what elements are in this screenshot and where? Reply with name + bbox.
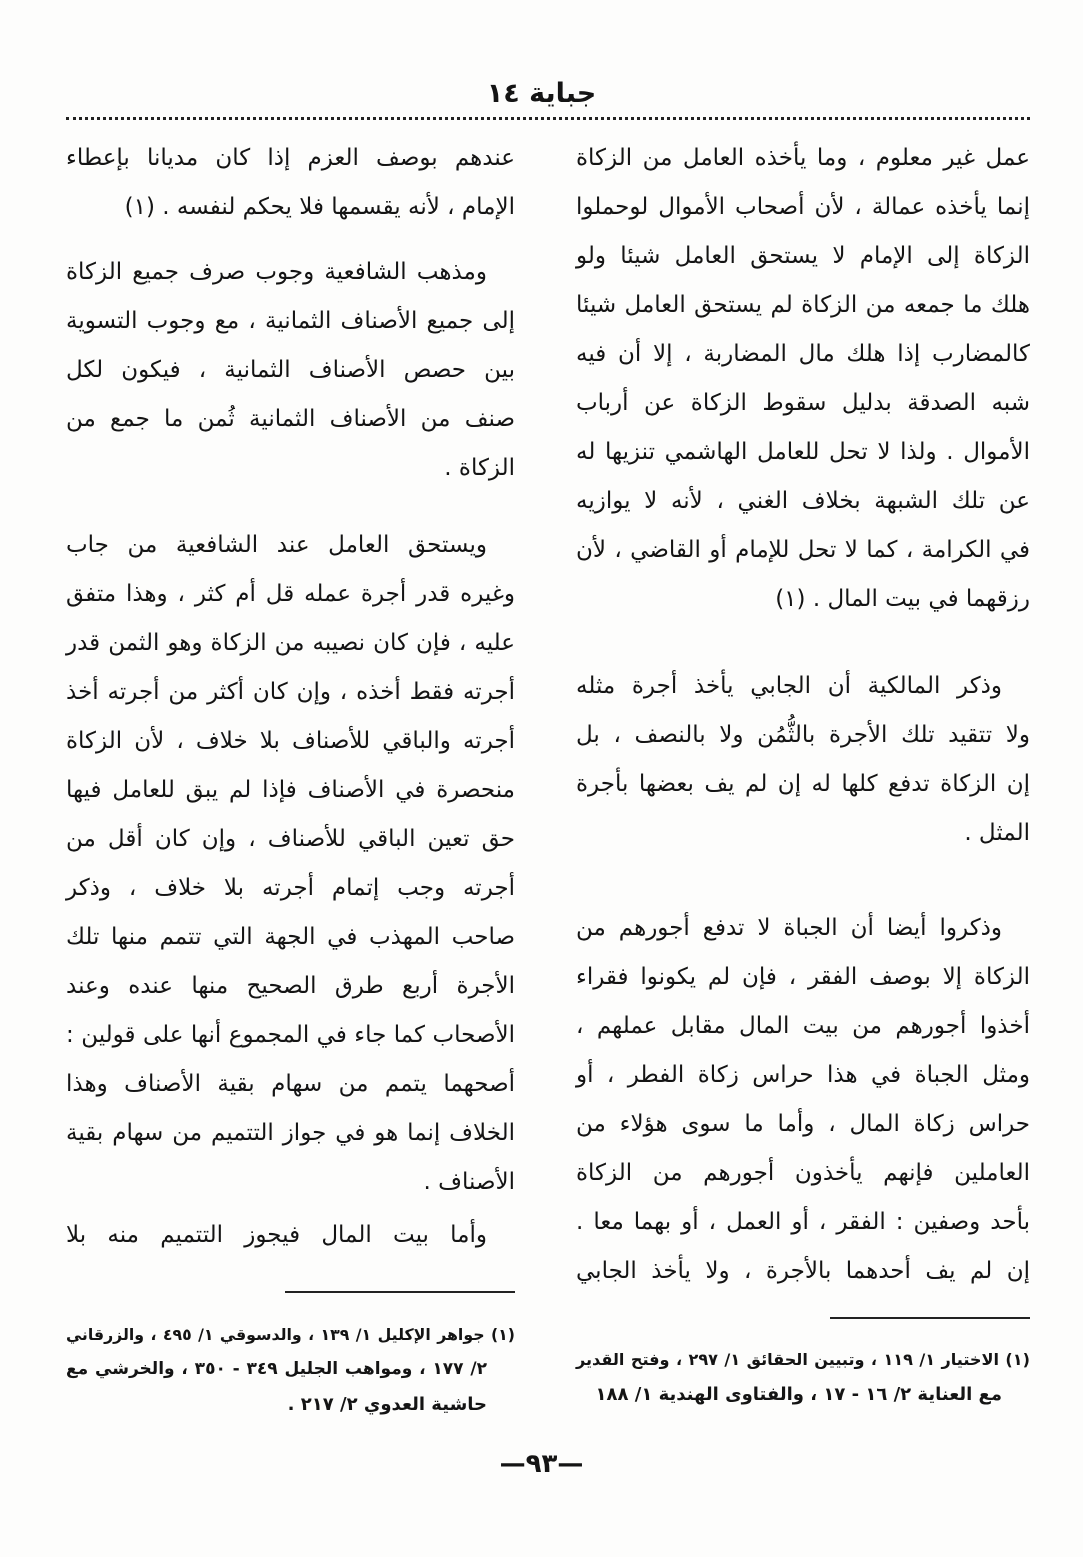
running-header-title: جباية ١٤ — [486, 78, 597, 109]
text-line: صنف من الأصناف الثمانية ثُمن ما جمع من — [66, 406, 515, 432]
text-line: ومذهب الشافعية وجوب صرف جميع الزكاة — [66, 259, 487, 285]
text-line: حق تعين الباقي للأصناف ، وإن كان أقل من — [66, 826, 515, 852]
text-line: إن الزكاة تدفع كلها له إن لم يف بعضها بأجرة — [576, 771, 1030, 797]
text-line: بين حصص الأصناف الثمانية ، فيكون لكل — [66, 357, 515, 383]
text-line: وأما بيت المال فيجوز التتميم منه بلا — [66, 1222, 487, 1248]
text-line: أجرته وجب إتمام أجرته بلا خلاف ، وذكر — [66, 875, 515, 901]
text-line: العاملين فإنهم يأخذون أجورهم من الزكاة — [576, 1160, 1030, 1186]
right-column-paragraph-2 — [576, 662, 1030, 858]
text-line: المثل . — [964, 820, 1030, 846]
right-footnote-rule — [830, 1317, 1030, 1319]
text-line: هلك ما جمعه من الزكاة لم يستحق العامل شيئا — [576, 292, 1030, 318]
text-line: الأصحاب كما جاء في المجموع أنها على قولين : — [66, 1022, 515, 1048]
text-line: منحصرة في الأصناف فإذا لم يبق للعامل فيها — [66, 777, 515, 803]
text-line: الإمام ، لأنه يقسمها فلا يحكم لنفسه . (١) — [124, 194, 515, 220]
text-line: الأجرة أربع طرق الصحيح منها عنده وعند — [66, 973, 515, 999]
text-line: رزقهما في بيت المال . (١) — [775, 586, 1030, 612]
text-line: بأحد وصفين : الفقر ، أو العمل ، أو بهما معا . — [576, 1209, 1030, 1235]
footnote-line: ٢/ ١٧٧ ، ومواهب الجليل ٣٤٩ - ٣٥٠ ، والخرشي مع — [66, 1359, 487, 1379]
right-column-paragraph-3 — [576, 904, 1030, 1296]
page-number: —٩٣— — [499, 1449, 584, 1479]
text-line: عليه ، فإن كان نصيبه من الزكاة وهو الثمن قدر — [66, 630, 515, 656]
text-line: أجرته والباقي للأصناف بلا خلاف ، لأن الزكاة — [66, 728, 515, 754]
text-line: الزكاة . — [444, 455, 515, 481]
text-line: عمل غير معلوم ، وما يأخذه العامل من الزكاة — [576, 145, 1030, 171]
left-column-paragraph-2 — [66, 248, 515, 493]
left-column-paragraph-3 — [66, 521, 515, 1207]
left-column-footnote — [66, 1317, 515, 1422]
left-column-paragraph-1 — [66, 134, 515, 232]
text-line: حراس زكاة المال ، وأما ما سوى هؤلاء من — [576, 1111, 1030, 1137]
right-column-paragraph-1 — [576, 134, 1030, 624]
text-line: وغيره قدر أجرة عمله قل أم كثر ، وهذا متفق — [66, 581, 515, 607]
text-line: عندهم بوصف العزم إذا كان مديانا بإعطاء — [66, 145, 515, 171]
text-line: ولا تتقيد تلك الأجرة بالثُّمُن ولا بالنصف ، بل — [576, 722, 1030, 748]
text-line: في الكرامة ، كما لا تحل للإمام أو القاضي ، لأن — [576, 537, 1030, 563]
text-line: أخذوا أجورهم من بيت المال مقابل عملهم ، — [576, 1013, 1030, 1039]
text-line: إن لم يف أحدهما بالأجرة ، ولا يأخذ الجابي — [576, 1258, 1030, 1284]
text-line: الأموال . ولذا لا تحل للعامل الهاشمي تنزيها له — [576, 439, 1030, 465]
text-line: صاحب المهذب في الجهة التي تتمم منها تلك — [66, 924, 515, 950]
footnote-line: (١) الاختيار ١/ ١١٩ ، وتبيين الحقائق ١/ ٢٩٧ ، وفتح القدير — [576, 1350, 1030, 1369]
left-footnote-rule — [285, 1291, 515, 1293]
text-line: كالمضارب إذا هلك مال المضاربة ، إلا أن فيه — [576, 341, 1030, 367]
header-dotted-rule — [66, 117, 1030, 120]
footnote-line: مع العناية ٢/ ١٦ - ١٧ ، والفتاوى الهندية ١/ ١٨٨ — [595, 1384, 1002, 1405]
text-line: وذكروا أيضا أن الجباة لا تدفع أجورهم من — [576, 915, 1002, 941]
footnote-line: حاشية العدوي ٢/ ٢١٧ . — [287, 1394, 487, 1415]
text-line: شبه الصدقة بدليل سقوط الزكاة عن أرباب — [576, 390, 1030, 416]
text-line: أجرته فقط أخذه ، وإن كان أكثر من أجرته أخذ — [66, 679, 515, 705]
text-line: إنما يأخذه عمالة ، لأن أصحاب الأموال لوحملوا — [576, 194, 1030, 220]
text-line: عن تلك الشبهة بخلاف الغني ، لأنه لا يوازيه — [576, 488, 1030, 514]
text-line: إلى جميع الأصناف الثمانية ، مع وجوب التسوية — [66, 308, 515, 334]
text-line: أصحهما يتمم من سهام بقية الأصناف وهذا — [66, 1071, 515, 1097]
left-column-paragraph-4 — [66, 1211, 515, 1260]
footnote-line: (١) جواهر الإكليل ١/ ١٣٩ ، والدسوقي ١/ ٤٩٥ ، والزرقاني — [66, 1325, 515, 1344]
text-line: الزكاة إلا بوصف الفقر ، فإن لم يكونوا فقراء — [576, 964, 1030, 990]
text-line: الخلاف إنما هو في جواز التتميم من سهام بقية — [66, 1120, 515, 1146]
right-column-footnote — [576, 1342, 1030, 1412]
text-line: ومثل الجباة في هذا حراس زكاة الفطر ، أو — [576, 1062, 1030, 1088]
text-line: ويستحق العامل عند الشافعية من جاب — [66, 532, 487, 558]
text-line: وذكر المالكية أن الجابي يأخذ أجرة مثله — [576, 673, 1002, 699]
text-line: الزكاة إلى الإمام لا يستحق العامل شيئا ولو — [576, 243, 1030, 269]
text-line: الأصناف . — [423, 1169, 515, 1195]
